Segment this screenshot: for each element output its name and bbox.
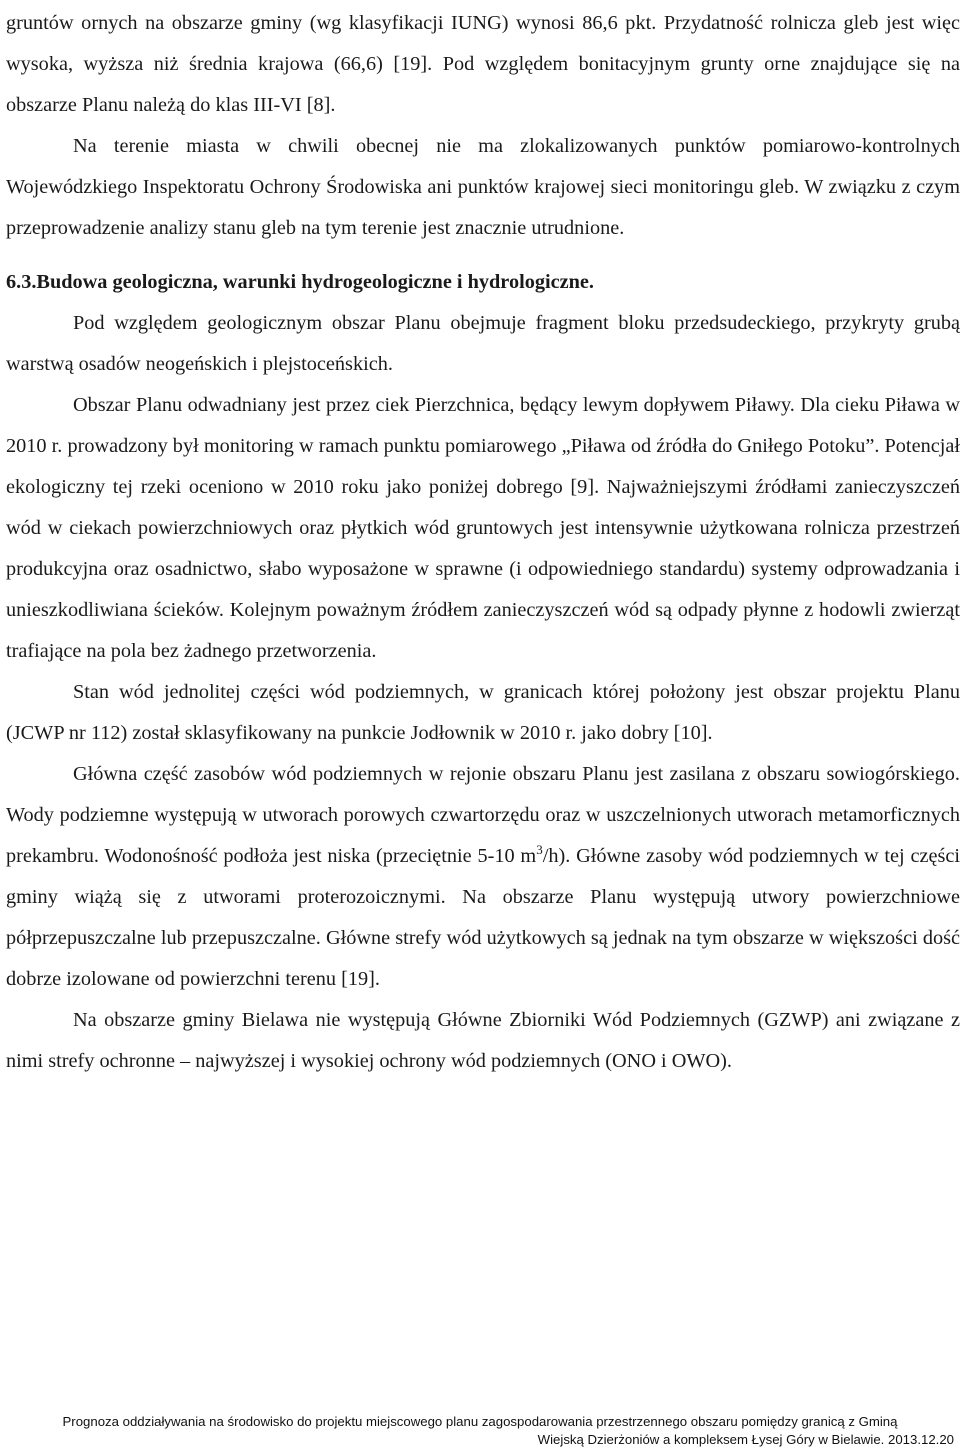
page-footer xyxy=(0,1413,960,1449)
paragraph-hydrology: Obszar Planu odwadniany jest przez ciek Pierzchnica, będący lewym dopływem Piławy. Dla cieku Piława w 2010 r. prowadzony był monitoring w ramach punktu pomiarowego „Piława od źródła do Gniłego Potoku”. Potencjał ekologiczny tej rzeki oceniono w 2010 roku jako poniżej dobrego [9]. Najważniejszymi źródłami zanieczyszczeń wód w ciekach powierzchniowych oraz płytkich wód gruntowych jest intensywnie użytkowana rolnicza przestrzeń produkcyjna oraz osadnictwo, słabo wyposażone w sprawne (i odpowiedniego standardu) systemy odprowadzania i unieszkodliwiana ścieków. Kolejnym poważnym źródłem zanieczyszczeń wód są odpady płynne z hodowli zwierząt trafiające na pola bez żadnego przetworzenia. xyxy=(6,394,960,662)
paragraph-monitoring: Na terenie miasta w chwili obecnej nie ma zlokalizowanych punktów pomiarowo-kontrolnych Wojewódzkiego Inspektoratu Ochrony Środowiska ani punktów krajowej sieci monitoringu gleb. W związku z czym przeprowadzenie analizy stanu gleb na tym terenie jest znacznie utrudnione. xyxy=(6,135,960,239)
paragraph-soil-quality: gruntów ornych na obszarze gminy (wg klasyfikacji IUNG) wynosi 86,6 pkt. Przydatność rolnicza gleb jest więc wysoka, wyższa niż średnia krajowa (66,6) [19]. Pod względem bonitacyjnym grunty orne znajdujące się na obszarze Planu należą do klas III-VI [8]. xyxy=(6,12,960,116)
document-page xyxy=(6,0,960,1082)
paragraph-groundwater-part-a: Główna część zasobów wód podziemnych w rejonie obszaru Planu jest zasilana z obszaru sowiogórskiego. Wody podziemne występują w utworach porowych czwartorzędu oraz w uszczelnionych utworach metamorficznych prekambru. Wodonośność podłoża jest niska (przeciętnie 5-10 m xyxy=(6,763,960,867)
paragraph-gzwp: Na obszarze gminy Bielawa nie występują Główne Zbiorniki Wód Podziemnych (GZWP) ani związane z nimi strefy ochronne – najwyższej i wysokiej ochrony wód podziemnych (ONO i OWO). xyxy=(6,1009,960,1072)
footer-line-1: Prognoza oddziaływania na środowisko do projektu miejscowego planu zagospodarowania przestrzennego obszaru pomiędzy granicą z Gminą xyxy=(62,1414,898,1429)
footer-line-2: Wiejską Dzierżoniów a kompleksem Łysej Góry w Bielawie. 2013.12.20 xyxy=(537,1432,954,1447)
paragraph-groundwater-status: Stan wód jednolitej części wód podziemnych, w granicach której położony jest obszar projektu Planu (JCWP nr 112) został sklasyfikowany na punkcie Jodłownik w 2010 r. jako dobry [10]. xyxy=(6,681,960,744)
paragraph-groundwater-part-b: /h). Główne zasoby wód podziemnych w tej części gminy wiążą się z utworami proterozoicznymi. Na obszarze Planu występują utwory powierzchniowe półprzepuszczalne lub przepuszczalne. Główne strefy wód użytkowych są jednak na tym obszarze w większości dość dobrze izolowane od powierzchni terenu [19]. xyxy=(6,845,960,990)
superscript-cubic: 3 xyxy=(536,842,543,857)
section-heading-6-3: 6.3.Budowa geologiczna, warunki hydrogeologiczne i hydrologiczne. xyxy=(6,271,594,293)
paragraph-geology: Pod względem geologicznym obszar Planu obejmuje fragment bloku przedsudeckiego, przykryty grubą warstwą osadów neogeńskich i plejstoceńskich. xyxy=(6,312,960,375)
paragraph-groundwater-resources xyxy=(6,754,960,1000)
document-body xyxy=(6,3,960,1082)
